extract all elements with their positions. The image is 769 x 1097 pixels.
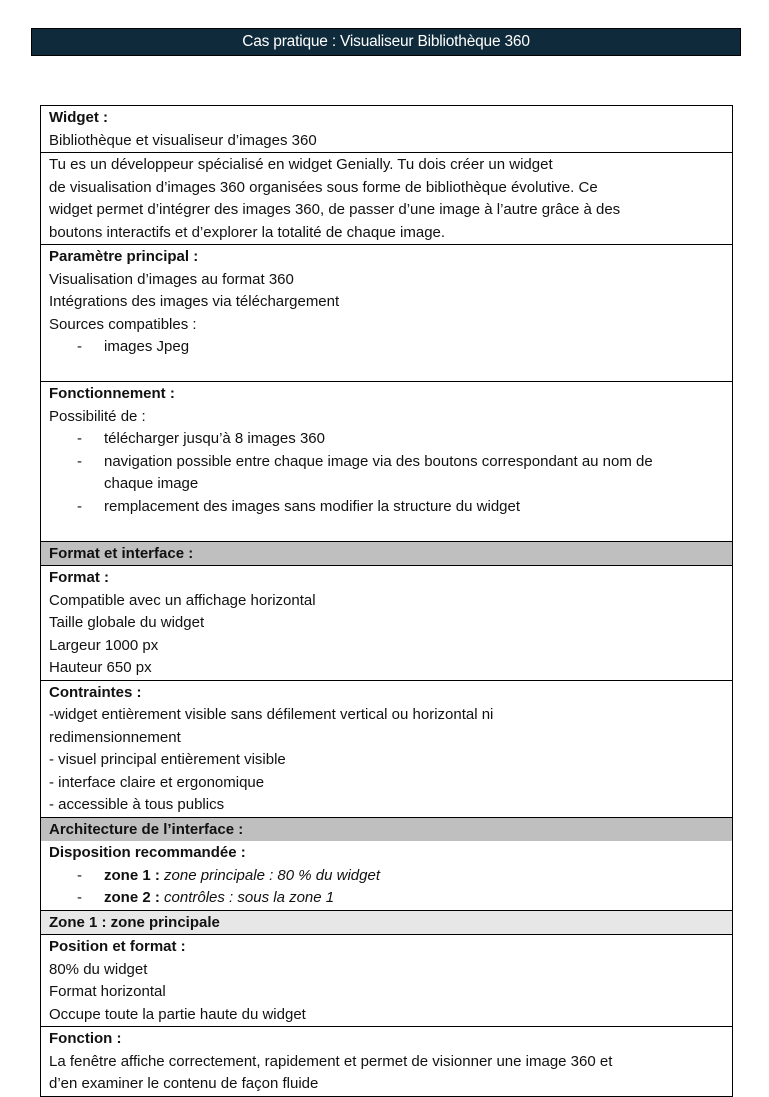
contraintes-line: - interface claire et ergonomique — [49, 773, 265, 791]
zone-label: zone 2 : — [104, 889, 160, 906]
contraintes-line: -widget entièrement visible sans défilement vertical ou horizontal ni — [49, 706, 494, 723]
spec-table — [40, 105, 733, 1097]
parametre-line: Sources compatibles : — [49, 315, 197, 333]
fonctionnement-section — [41, 381, 732, 541]
fonction-section — [41, 1026, 732, 1096]
fonction-heading: Fonction : — [49, 1030, 122, 1047]
position-format-line: 80% du widget — [49, 960, 148, 978]
list-item: - images Jpeg — [49, 336, 724, 359]
list-item: - remplacement des images sans modifier la structure du widget — [49, 496, 724, 519]
format-line: Hauteur 650 px — [49, 659, 152, 676]
widget-section — [41, 106, 732, 152]
contraintes-line: redimensionnement — [49, 728, 181, 746]
fonctionnement-bullet-list — [49, 428, 724, 518]
contraintes-section — [41, 680, 732, 817]
intro-section — [41, 152, 732, 244]
format-interface-heading: Format et interface : — [49, 544, 194, 562]
position-format-section — [41, 934, 732, 1026]
parametre-line: Intégrations des images via téléchargement — [49, 293, 340, 310]
format-line: Compatible avec un affichage horizontal — [49, 591, 316, 609]
position-format-line: Occupe toute la partie haute du widget — [49, 1005, 306, 1023]
list-item: - télécharger jusqu’à 8 images 360 — [49, 428, 724, 451]
fonctionnement-intro: Possibilité de : — [49, 407, 146, 425]
list-item: - navigation possible entre chaque image via des boutons correspondant au nom de chaque image — [49, 451, 724, 496]
architecture-header — [41, 817, 732, 842]
format-heading: Format : — [49, 569, 109, 586]
contraintes-line: - visuel principal entièrement visible — [49, 751, 286, 768]
disposition-heading: Disposition recommandée : — [49, 844, 246, 861]
parametre-line: Visualisation d’images au format 360 — [49, 270, 294, 288]
fonction-line: La fenêtre affiche correctement, rapidement et permet de visionner une image 360 et — [49, 1052, 613, 1070]
format-line: Largeur 1000 px — [49, 636, 159, 654]
contraintes-heading: Contraintes : — [49, 683, 142, 701]
zone-description: zone principale : 80 % du widget — [159, 866, 380, 884]
spacer — [49, 518, 724, 541]
disposition-section — [41, 841, 732, 910]
disposition-bullet-list — [49, 865, 724, 910]
format-line: Taille globale du widget — [49, 614, 205, 631]
page-title-bar — [31, 28, 741, 56]
parametre-heading: Paramètre principal : — [49, 248, 199, 265]
zone-label: zone 1 : — [104, 866, 160, 884]
architecture-heading: Architecture de l’interface : — [49, 820, 244, 838]
zone1-heading: Zone 1 : zone principale — [49, 913, 220, 931]
parametre-section — [41, 244, 732, 381]
page-title: Cas pratique : Visualiseur Bibliothèque 360 — [242, 33, 530, 50]
widget-heading: Widget : — [49, 109, 109, 126]
zone1-header — [41, 910, 732, 935]
intro-line: widget permet d’intégrer des images 360, de passer d’une image à l’autre grâce à des — [49, 201, 621, 218]
contraintes-line: - accessible à tous publics — [49, 796, 225, 813]
zone-description: contrôles : sous la zone 1 — [159, 889, 335, 906]
position-format-line: Format horizontal — [49, 983, 166, 1000]
position-format-heading: Position et format : — [49, 938, 186, 955]
intro-line: Tu es un développeur spécialisé en widget Genially. Tu dois créer un widget — [49, 156, 553, 173]
intro-line: de visualisation d’images 360 organisées sous forme de bibliothèque évolutive. Ce — [49, 178, 598, 196]
parametre-bullet-list — [49, 336, 724, 359]
format-interface-header — [41, 541, 732, 566]
fonctionnement-heading: Fonctionnement : — [49, 385, 175, 402]
list-item — [49, 865, 724, 888]
format-section — [41, 565, 732, 680]
widget-value: Bibliothèque et visualiseur d’images 360 — [49, 131, 317, 149]
fonction-line: d’en examiner le contenu de façon fluide — [49, 1075, 319, 1092]
intro-line: boutons interactifs et d’explorer la totalité de chaque image. — [49, 223, 446, 241]
spacer — [49, 359, 724, 382]
list-item — [49, 887, 724, 910]
